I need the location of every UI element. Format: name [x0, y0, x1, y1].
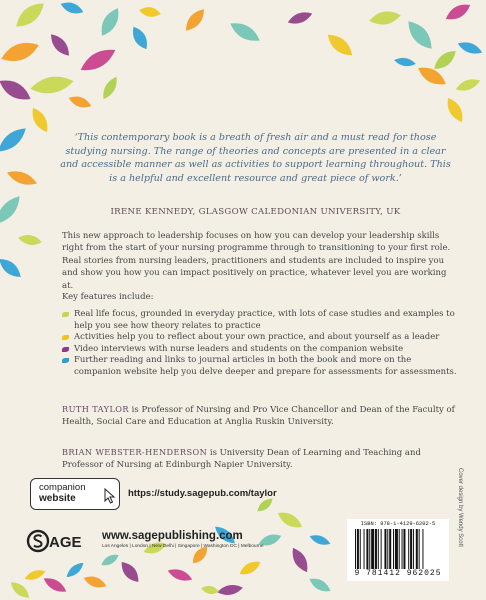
- barcode-bar: [422, 529, 423, 569]
- isbn-barcode: [347, 519, 449, 581]
- barcode-bar: [399, 529, 400, 569]
- feature-item: [62, 344, 457, 356]
- cover-credit: Cover design by Wendy Scott: [457, 468, 463, 547]
- svg-text:AGE: AGE: [49, 534, 82, 551]
- leaf-shape: [67, 93, 93, 110]
- leaf-shape: [393, 56, 416, 68]
- barcode-bar: [371, 529, 374, 569]
- barcode-bar: [395, 529, 398, 569]
- leaf-shape: [324, 30, 357, 60]
- review-attribution: IRENE KENNEDY, GLASGOW CALEDONIAN UNIVERSITY, UK: [110, 207, 401, 217]
- leaf-shape: [17, 233, 42, 247]
- leaf-shape: [129, 24, 152, 52]
- leaf-shape: [286, 9, 314, 27]
- leaf-shape: [28, 105, 52, 135]
- leaf-bullet-icon: [62, 335, 69, 340]
- leaf-shape: [216, 583, 243, 597]
- leaf-shape: [0, 38, 42, 67]
- leaf-shape: [23, 567, 46, 582]
- leaf-shape: [8, 579, 33, 600]
- barcode-bar: [381, 529, 382, 569]
- leaf-shape: [0, 124, 30, 157]
- leaf-shape: [29, 73, 75, 96]
- book-description: This new approach to leadership focuses on how you can develop your leadership skills right from the start of your nursing programme through to transitioning to your first role. Real stories from nursing leaders, practitioners and students are included to inspire you and show you how you can impact positively on practice, whatever level you are working at.: [62, 231, 451, 291]
- companion-label: companion: [39, 482, 86, 493]
- feature-item: [62, 355, 457, 378]
- barcode-bar: [360, 529, 361, 569]
- leaf-shape: [431, 47, 460, 74]
- leaf-shape: [47, 31, 74, 60]
- author-bio-text: is University Dean of Learning and Teaching and Professor of Nursing at Edinburgh Napier University.: [62, 448, 421, 471]
- feature-item: [62, 309, 457, 332]
- leaf-shape: [166, 566, 194, 584]
- companion-website-badge: [30, 478, 120, 510]
- leaf-shape: [200, 584, 219, 595]
- barcode-bar: [408, 529, 409, 569]
- leaf-shape: [0, 75, 34, 105]
- website-label: website: [39, 493, 76, 504]
- leaf-shape: [403, 17, 437, 54]
- feature-text: Real life focus, grounded in everyday practice, with lots of case studies and examples to help you see how theory relates to practice: [74, 309, 455, 331]
- review-quote: ‘This contemporary book is a breath of fresh air and a must read for those studying nursing. The range of theories and concepts are presented in a clear and accessible manner as well as activities to support learning throughout. This is a helpful and excellent resource and great piece of work.’: [60, 132, 451, 184]
- barcode-bar: [413, 529, 414, 569]
- barcode-bar: [369, 529, 370, 569]
- barcode-digits: 9 781412 962025: [354, 569, 442, 578]
- barcode-bar: [366, 529, 368, 569]
- leaf-shape: [99, 74, 120, 101]
- author-name: BRIAN WEBSTER-HENDERSON: [62, 447, 208, 457]
- barcode-bar: [419, 529, 420, 569]
- leaf-shape: [5, 167, 39, 188]
- leaf-shape: [237, 558, 263, 578]
- leaf-shape: [307, 575, 333, 595]
- barcode-bar: [387, 529, 388, 569]
- barcode-bar: [384, 529, 386, 569]
- leaf-shape: [308, 532, 331, 547]
- author-bio-text: is Professor of Nursing and Pro Vice Chancellor and Dean of the Faculty of Health, Social Care and Education at Anglia Ruskin University.: [62, 405, 455, 428]
- leaf-shape: [59, 0, 85, 17]
- sage-logo: [26, 527, 110, 555]
- feature-item: [62, 332, 457, 344]
- leaf-shape: [64, 560, 86, 580]
- leaf-shape: [0, 192, 24, 228]
- leaf-shape: [182, 6, 209, 35]
- barcode-bar: [364, 529, 365, 569]
- barcode-bar: [393, 529, 394, 569]
- leaf-shape: [96, 5, 123, 39]
- publisher-cities: Los Angeles | London | New Delhi | Singapore | Washington DC | Melbourne: [102, 544, 264, 549]
- leaf-shape: [41, 574, 68, 595]
- leaf-shape: [454, 76, 482, 94]
- barcode-bar: [416, 529, 418, 569]
- companion-url[interactable]: https://study.sagepub.com/taylor: [128, 488, 277, 499]
- cursor-icon: [103, 488, 117, 504]
- feature-text: Further reading and links to journal articles in both the book and more on the companion website help you delve deeper and prepare for assessments for assessments.: [74, 355, 457, 377]
- barcode-bar: [410, 529, 412, 569]
- leaf-shape: [0, 255, 24, 282]
- feature-text: Video interviews with nurse leaders and students on the companion website: [74, 343, 404, 354]
- leaf-shape: [275, 508, 305, 532]
- leaf-bullet-icon: [62, 347, 69, 352]
- leaf-shape: [138, 5, 161, 18]
- barcode-bar: [375, 529, 377, 569]
- barcode-bars: [355, 529, 441, 569]
- leaf-shape: [368, 9, 402, 27]
- leaf-shape: [288, 545, 312, 575]
- leaf-shape: [82, 573, 108, 590]
- author-bio-taylor: [62, 403, 457, 428]
- barcode-bar: [389, 529, 391, 569]
- leaf-shape: [77, 44, 119, 76]
- isbn-text: ISBN: 978-1-4129-6202-5: [360, 521, 436, 527]
- key-features-heading: Key features include:: [62, 292, 154, 302]
- leaf-shape: [443, 95, 467, 125]
- author-name: RUTH TAYLOR: [62, 404, 129, 414]
- leaf-shape: [117, 558, 142, 585]
- barcode-bar: [357, 529, 359, 569]
- author-bio-webster-henderson: [62, 446, 457, 471]
- barcode-bar: [402, 529, 403, 569]
- publisher-website: www.sagepublishing.com: [102, 530, 243, 542]
- leaf-shape: [443, 0, 473, 24]
- leaf-bullet-icon: [62, 312, 69, 317]
- feature-text: Activities help you to reflect about your own practice, and about yourself as a leader: [74, 332, 440, 343]
- key-features-list: [62, 309, 457, 379]
- leaf-shape: [227, 18, 263, 46]
- leaf-bullet-icon: [62, 358, 69, 363]
- leaf-shape: [12, 0, 49, 32]
- barcode-bar: [378, 529, 379, 569]
- leaf-shape: [456, 39, 484, 57]
- barcode-bar: [355, 529, 356, 569]
- barcode-bar: [403, 529, 405, 569]
